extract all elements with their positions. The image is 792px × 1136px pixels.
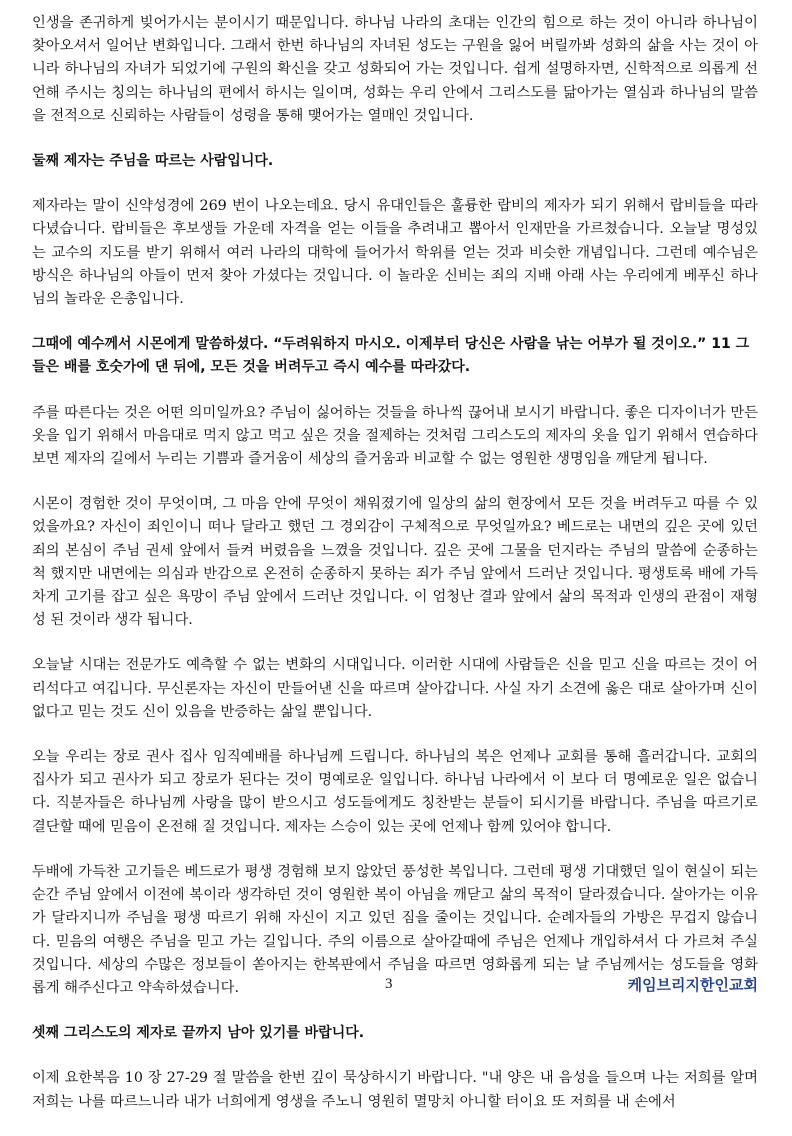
document-body	[32, 12, 758, 1136]
scripture-quote: 그때에 예수께서 시몬에게 말씀하셨다. “두려워하지 마시오. 이제부터 당신은 사람을 낚는 어부가 될 것이오.” 11 그들은 배를 호숫가에 댄 뒤에, 모든 것을 버려두고 즉시 예수를 따라갔다.	[32, 336, 750, 376]
paragraph: 오늘날 시대는 전문가도 예측할 수 없는 변화의 시대입니다. 이러한 시대에 사람들은 신을 믿고 신을 따르는 것이 어리석다고 여깁니다. 무신론자는 자신이 만들어낸 신을 따르며 살아갑니다. 사실 자기 소견에 옳은 대로 살아가며 신이 없다고 믿는 것도 신이 있음을 반증하는 삶일 뿐입니다.	[32, 657, 758, 720]
page-number: 3	[385, 976, 393, 992]
paragraph: 두배에 가득찬 고기들은 베드로가 평생 경험해 보지 않았던 풍성한 복입니다. 그런데 평생 기대했던 일이 현실이 되는 순간 주님 앞에서 이전에 복이라 생각하던 것이 영원한 복이 아님을 깨닫고 삶의 목적이 달라졌습니다. 살아가는 이유가 달라지니까 주님을 평생 따르기 위해 자신이 지고 있던 짐을 줄이는 것입니다. 순례자들의 가방은 무겁지 않습니다. 믿음의 여행은 주님을 믿고 가는 길입니다. 주의 이름으로 살아갈때에 주님은 언제나 개입하셔서 다 가르쳐 주실 것입니다. 세상의 수많은 정보들이 쏟아지는 한복판에서 주님을 따르면 영화롭게 되는 날 주님께서는 성도들을 영화롭게 해주신다고 약속하셨습니다.	[32, 863, 758, 996]
paragraph: 이제 요한복음 10 장 27-29 절 말씀을 한번 깊이 묵상하시기 바랍니다. "내 양은 내 음성을 들으며 나는 저희를 알며 저희는 나를 따르느니라 내가 너희에게 영생을 주노니 영원히 멸망치 아니할 터이요 또 저희를 내 손에서	[32, 1070, 758, 1110]
paragraph: 제자라는 말이 신약성경에 269 번이 나오는데요. 당시 유대인들은 훌륭한 랍비의 제자가 되기 위해서 랍비들을 따라 다녔습니다. 랍비들은 후보생들 가운데 자격을 얻는 이들을 추려내고 뽑아서 인재만을 가르쳤습니다. 오늘날 명성있는 교수의 지도를 받기 위해서 여러 나라의 대학에 들어가서 학위를 얻는 것과 비슷한 개념입니다. 그런데 예수님은 방식은 하나님의 아들이 먼저 찾아 가셨다는 것입니다. 이 놀라운 신비는 죄의 지배 아래 사는 우리에게 베푸신 하나님의 놀라운 은총입니다.	[32, 198, 758, 308]
paragraph: 인생을 존귀하게 빚어가시는 분이시기 때문입니다. 하나님 나라의 초대는 인간의 힘으로 하는 것이 아니라 하나님이 찾아오셔서 일어난 변화입니다. 그래서 한번 하나님의 자녀된 성도는 구원을 잃어 버릴까봐 성화의 삶을 사는 것이 아니라 하나님의 자녀가 되었기에 구원의 확신을 갖고 성화되어 가는 것입니다. 쉽게 설명하자면, 신학적으로 의롭게 선언해 주시는 칭의는 하나님의 편에서 하시는 일이며, 성화는 우리 안에서 그리스도를 닮아가는 열심과 하나님의 말씀을 전적으로 신뢰하는 사람들이 성령을 통해 맺어가는 열매인 것입니다.	[32, 15, 758, 124]
church-name: 케임브리지한인교회	[627, 976, 758, 994]
paragraph: 주를 따른다는 것은 어떤 의미일까요? 주님이 싫어하는 것들을 하나씩 끊어내 보시기 바랍니다. 좋은 디자이너가 만든 옷을 입기 위해서 마음대로 먹지 않고 먹고 싶은 것을 절제하는 것처럼 그리스도의 제자의 옷을 입기 위해서 연습하다 보면 제자의 길에서 누리는 기쁨과 즐거움이 세상의 즐거움과 비교할 수 없는 영원한 생명임을 깨닫게 됩니다.	[32, 404, 758, 468]
section-heading-second: 둘째 제자는 주님을 따르는 사람입니다.	[32, 153, 274, 170]
paragraph: 오늘 우리는 장로 권사 집사 임직예배를 하나님께 드립니다. 하나님의 복은 언제나 교회를 통해 흘러갑니다. 교회의 집사가 되고 권사가 되고 장로가 된다는 것이 명예로운 일입니다. 하나님 나라에서 이 보다 더 명예로운 일은 없습니다. 직분자들은 하나님께 사랑을 많이 받으시고 성도들에게도 칭찬받는 분들이 되시기를 바랍니다. 주님을 따르기로 결단할 때에 믿음이 온전해 질 것입니다. 제자는 스승이 있는 곳에 언제나 함께 있어야 합니다.	[32, 749, 758, 835]
paragraph: 시몬이 경험한 것이 무엇이며, 그 마음 안에 무엇이 채워졌기에 일상의 삶의 현장에서 모든 것을 버려두고 따를 수 있었을까요? 자신이 죄인이니 떠나 달라고 했던 그 경외감이 구체적으로 무엇일까요? 베드로는 내면의 깊은 곳에 있던 죄의 본심이 주님 권세 앞에서 들켜 버렸음을 느꼈을 것입니다. 깊은 곳에 그물을 던지라는 주님의 말씀에 순종하는 척 했지만 내면에는 의심과 반감으로 온전히 순종하지 못하는 죄가 주님 앞에서 드러난 것입니다. 평생토록 배에 가득차게 고기를 잡고 싶은 욕망이 주님 앞에서 드러난 것입니다. 이 엄청난 결과 앞에서 삶의 목적과 인생의 관점이 재형성 된 것이라 생각 됩니다.	[32, 496, 759, 629]
section-heading-third: 셋째 그리스도의 제자로 끝까지 남아 있기를 바랍니다.	[32, 1025, 365, 1042]
